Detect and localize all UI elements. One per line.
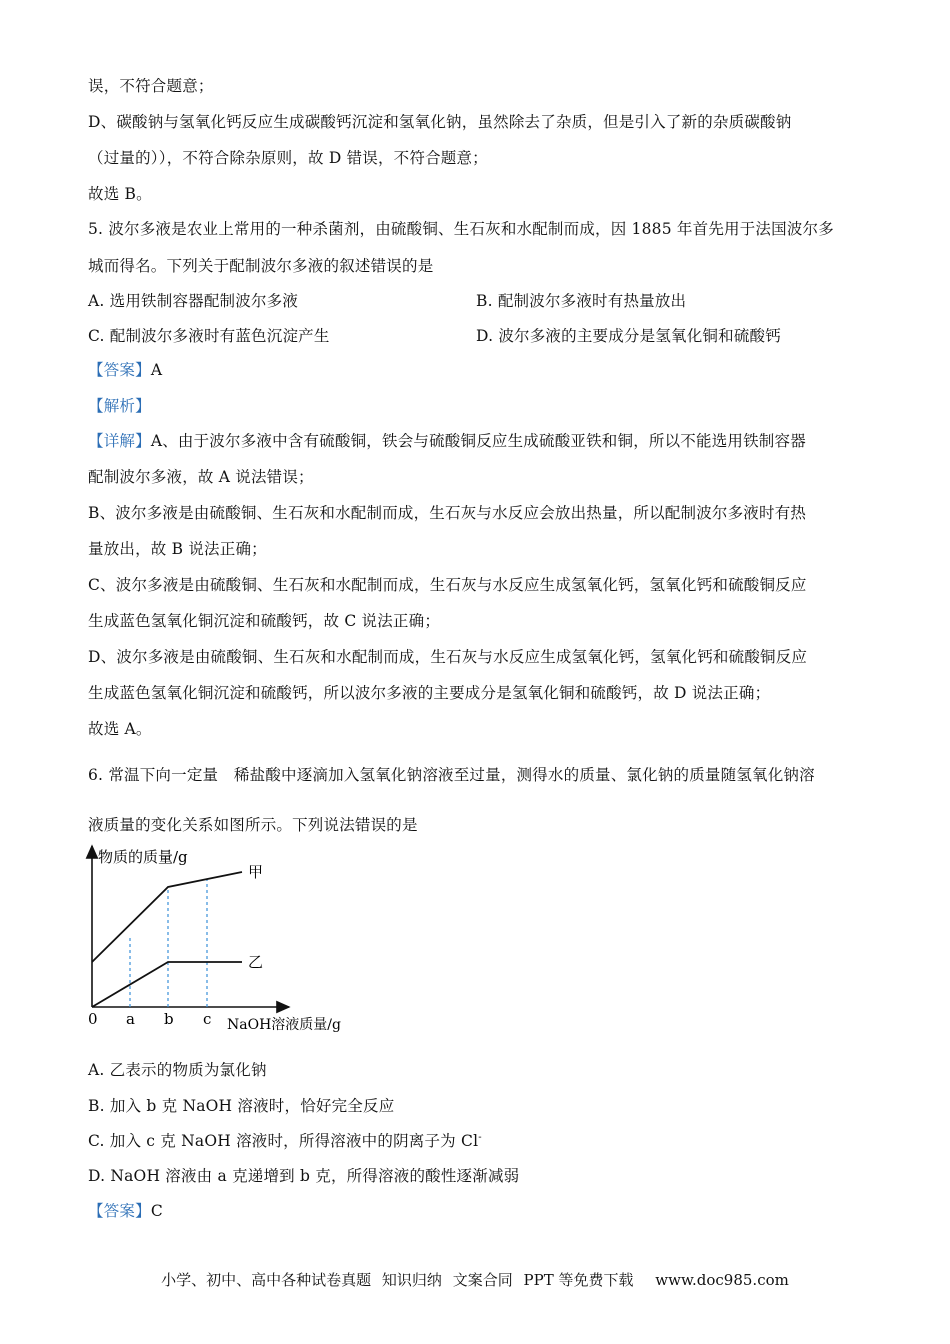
origin-label: 0 bbox=[88, 1010, 98, 1028]
mass-vs-naoh-chart bbox=[84, 840, 374, 1040]
text-line: D、碳酸钠与氢氧化钙反应生成碳酸钙沉淀和氢氧化钠，虽然除去了杂质，但是引入了新的杂质碳酸钠 bbox=[88, 113, 792, 131]
question-6-answer bbox=[88, 1201, 163, 1221]
x-tick-c: c bbox=[203, 1010, 212, 1028]
question-5-analysis bbox=[88, 396, 151, 416]
footer-item: 文案合同 bbox=[452, 1271, 513, 1289]
answer-value: C bbox=[150, 1202, 163, 1220]
series-line-0 bbox=[92, 872, 242, 962]
answer-tag: 【答案】 bbox=[88, 361, 151, 379]
question-6-stem: 液质量的变化关系如图所示。下列说法错误的是 bbox=[88, 816, 418, 834]
analysis-tag: 【解析】 bbox=[88, 397, 151, 415]
footer-item: PPT 等免费下载 bbox=[523, 1271, 634, 1289]
question-5-stem: 5. 波尔多液是农业上常用的一种杀菌剂，由硫酸铜、生石灰和水配制而成，因 1885 年首先用于法国波尔多 bbox=[88, 220, 834, 238]
footer-item: 小学、初中、高中各种试卷真题 bbox=[161, 1271, 372, 1289]
footer-item: 知识归纳 bbox=[381, 1271, 442, 1289]
text-line: 量放出，故 B 说法正确； bbox=[88, 540, 267, 558]
superscript: - bbox=[478, 1131, 482, 1143]
text-line: 生成蓝色氢氧化铜沉淀和硫酸钙，故 C 说法正确； bbox=[88, 612, 441, 630]
series-line-1 bbox=[92, 962, 242, 1007]
y-axis-label: 物质的质量/g bbox=[98, 848, 188, 866]
text-line: 故选 B。 bbox=[88, 185, 152, 203]
question-6-option-d: D. NaOH 溶液由 a 克递增到 b 克，所得溶液的酸性逐渐减弱 bbox=[88, 1167, 520, 1185]
text-line: （过量的）），不符合除杂原则，故 D 错误，不符合题意； bbox=[88, 149, 488, 167]
option-text: C. 加入 c 克 NaOH 溶液时，所得溶液中的阴离子为 Cl bbox=[88, 1132, 479, 1150]
question-5-option-d: D. 波尔多液的主要成分是氢氧化铜和硫酸钙 bbox=[476, 327, 781, 345]
series-label-0: 甲 bbox=[248, 863, 264, 881]
question-5-option-a: A. 选用铁制容器配制波尔多液 bbox=[88, 292, 299, 310]
x-tick-labels bbox=[126, 1010, 211, 1028]
detail-text: A、由于波尔多液中含有硫酸铜，铁会与硫酸铜反应生成硫酸亚铁和铜，所以不能选用铁制容器 bbox=[150, 432, 806, 450]
x-tick-a: a bbox=[126, 1010, 135, 1028]
detail-tag: 【详解】 bbox=[88, 432, 151, 450]
question-5-option-c: C. 配制波尔多液时有蓝色沉淀产生 bbox=[88, 327, 330, 345]
question-6-option-b: B. 加入 b 克 NaOH 溶液时，恰好完全反应 bbox=[88, 1097, 395, 1115]
x-tick-b: b bbox=[164, 1010, 174, 1028]
question-5-stem: 城而得名。下列关于配制波尔多液的叙述错误的是 bbox=[88, 257, 434, 275]
answer-tag: 【答案】 bbox=[88, 1202, 151, 1220]
footer bbox=[0, 1270, 950, 1290]
dashed-guides bbox=[130, 880, 207, 1008]
text-line: 配制波尔多液，故 A 说法错误； bbox=[88, 468, 314, 486]
question-5-option-b: B. 配制波尔多液时有热量放出 bbox=[476, 292, 687, 310]
text-line: 生成蓝色氢氧化铜沉淀和硫酸钙，所以波尔多液的主要成分是氢氧化铜和硫酸钙，故 D 说法正确； bbox=[88, 684, 771, 702]
text-line: B、波尔多液是由硫酸铜、生石灰和水配制而成，生石灰与水反应会放出热量，所以配制波尔多液时有热 bbox=[88, 504, 807, 522]
text-line: 故选 A。 bbox=[88, 720, 152, 738]
question-6-option-a: A. 乙表示的物质为氯化钠 bbox=[88, 1061, 267, 1079]
series-label-1: 乙 bbox=[248, 953, 264, 971]
footer-link[interactable]: www.doc985.com bbox=[655, 1271, 789, 1289]
text-line: D、波尔多液是由硫酸铜、生石灰和水配制而成，生石灰与水反应生成氢氧化钙，氢氧化钙和硫酸铜反应 bbox=[88, 648, 808, 666]
x-axis-label: NaOH溶液质量/g bbox=[227, 1017, 341, 1033]
question-6-option-c bbox=[88, 1131, 482, 1151]
series-lines bbox=[92, 863, 263, 1007]
question-6-stem: 6. 常温下向一定量 稀盐酸中逐滴加入氢氧化钠溶液至过量，测得水的质量、氯化钠的质量随氢氧化钠溶 bbox=[88, 766, 815, 784]
text-line: C、波尔多液是由硫酸铜、生石灰和水配制而成，生石灰与水反应生成氢氧化钙，氢氧化钙和硫酸铜反应 bbox=[88, 576, 807, 594]
text-line: 误，不符合题意； bbox=[88, 77, 214, 95]
answer-value: A bbox=[150, 361, 163, 379]
question-5-detail bbox=[88, 431, 806, 451]
question-5-answer bbox=[88, 360, 162, 380]
